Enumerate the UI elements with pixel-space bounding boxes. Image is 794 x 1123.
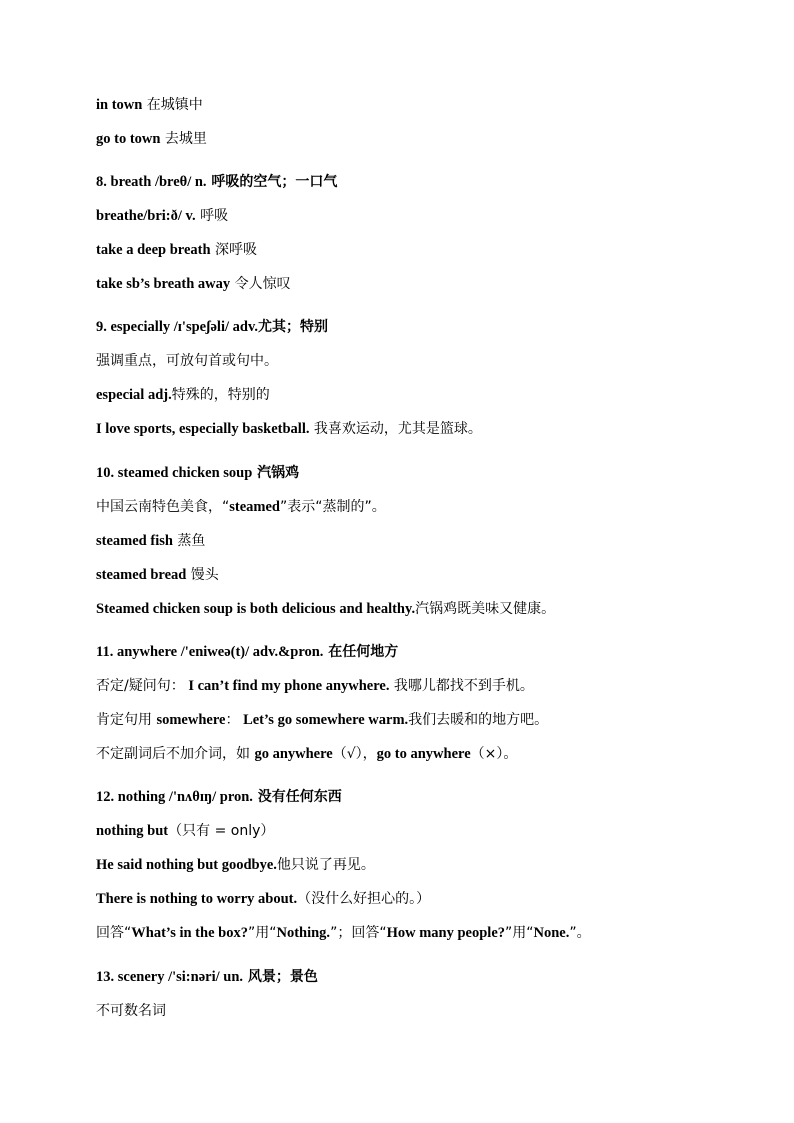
chinese-text: 在城镇中 xyxy=(142,97,203,113)
english-text: 9. especially /ɪ'speʃəli/ adv. xyxy=(96,319,259,335)
chinese-text: （没什么好担心的。） xyxy=(297,891,431,907)
text-line xyxy=(96,676,534,696)
chinese-text: 呼吸的空气；一口气 xyxy=(206,174,338,190)
entry-heading xyxy=(96,463,299,483)
english-text: How many people? xyxy=(386,925,505,941)
english-text: I can’t find my phone anywhere. xyxy=(184,678,390,694)
text-line xyxy=(96,821,274,841)
english-text: 12. nothing /'nʌθɪŋ/ pron. xyxy=(96,789,253,805)
chinese-text: （只有 = only） xyxy=(168,823,275,839)
chinese-text: （√）， xyxy=(332,746,377,762)
chinese-text: 我喜欢运动，尤其是篮球。 xyxy=(309,421,482,437)
chinese-text: 他只说了再见。 xyxy=(276,857,375,873)
english-text: go to anywhere xyxy=(376,746,471,762)
english-text: There is nothing to worry about. xyxy=(96,891,298,907)
chinese-text: 特殊的，特别的 xyxy=(171,387,270,403)
english-text: breathe/bri:ð/ v. xyxy=(96,208,196,224)
chinese-text: ”；回答“ xyxy=(330,925,387,941)
chinese-text: （×）。 xyxy=(470,746,518,762)
english-text: He said nothing but goodbye. xyxy=(96,857,277,873)
chinese-text: 去城里 xyxy=(160,131,207,147)
english-text: steamed xyxy=(229,499,281,515)
chinese-text: 馒头 xyxy=(186,567,219,583)
text-line xyxy=(96,923,591,943)
english-text: None. xyxy=(533,925,570,941)
english-text: take sb’s breath away xyxy=(96,276,231,292)
entry-heading xyxy=(96,787,342,807)
entry-heading xyxy=(96,172,337,192)
chinese-text: 汽锅鸡 xyxy=(252,465,300,481)
english-text: 10. steamed chicken soup xyxy=(96,465,253,481)
text-line xyxy=(96,710,548,730)
text-line xyxy=(96,1001,166,1021)
chinese-text: 我们去暖和的地方吧。 xyxy=(408,712,549,728)
english-text: take a deep breath xyxy=(96,242,211,258)
chinese-text: 强调重点，可放句首或句中。 xyxy=(96,353,278,369)
text-line xyxy=(96,855,375,875)
text-line xyxy=(96,565,219,585)
english-text: I love sports, especially basketball. xyxy=(96,421,310,437)
text-line xyxy=(96,385,270,405)
english-text: steamed fish xyxy=(96,533,173,549)
chinese-text: 回答“ xyxy=(96,925,132,941)
english-text: go anywhere xyxy=(254,746,333,762)
entry-heading xyxy=(96,317,328,337)
text-line xyxy=(96,497,386,517)
chinese-text: 我哪儿都找不到手机。 xyxy=(389,678,534,694)
text-line xyxy=(96,419,482,439)
text-line xyxy=(96,95,203,115)
chinese-text: 在任何地方 xyxy=(323,644,399,660)
chinese-text: 蒸鱼 xyxy=(172,533,206,549)
english-text: nothing but xyxy=(96,823,169,839)
text-line xyxy=(96,531,205,551)
chinese-text: 尤其；特别 xyxy=(258,319,329,335)
text-line xyxy=(96,351,278,371)
chinese-text: ”用“ xyxy=(247,925,277,941)
text-line xyxy=(96,889,430,909)
entry-heading xyxy=(96,967,318,987)
text-line xyxy=(96,599,555,619)
english-text: somewhere xyxy=(156,712,226,728)
chinese-text: 不定副词后不加介词，如 xyxy=(96,746,255,762)
entry-heading xyxy=(96,642,398,662)
chinese-text: ”用“ xyxy=(505,925,534,941)
english-text: 13. scenery /'si:nəri/ un. xyxy=(96,969,244,985)
chinese-text: 肯定句用 xyxy=(96,712,157,728)
text-line xyxy=(96,206,228,226)
chinese-text: ”表示“蒸制的”。 xyxy=(280,499,386,515)
chinese-text: 令人惊叹 xyxy=(230,276,291,292)
chinese-text: 深呼吸 xyxy=(210,242,257,258)
english-text: 8. breath /breθ/ n. xyxy=(96,174,207,190)
text-line xyxy=(96,744,517,764)
chinese-text: 没有任何东西 xyxy=(252,789,342,805)
english-text: steamed bread xyxy=(96,567,187,583)
english-text: in town xyxy=(96,97,143,113)
chinese-text: ”。 xyxy=(569,925,591,941)
text-line xyxy=(96,129,207,149)
english-text: especial adj. xyxy=(96,387,172,403)
english-text: Let’s go somewhere warm. xyxy=(239,712,409,728)
chinese-text: 呼吸 xyxy=(195,208,229,224)
chinese-text: 中国云南特色美食，“ xyxy=(96,499,230,515)
text-line xyxy=(96,240,257,260)
english-text: Steamed chicken soup is both delicious and healthy. xyxy=(96,601,416,617)
chinese-text: ： xyxy=(225,712,240,728)
english-text: What’s in the box? xyxy=(131,925,248,941)
english-text: Nothing. xyxy=(276,925,331,941)
chinese-text: 风景；景色 xyxy=(243,969,318,985)
english-text: 11. anywhere /'eniweə(t)/ adv.&pron. xyxy=(96,644,324,660)
text-line xyxy=(96,274,291,294)
chinese-text: 否定/疑问句： xyxy=(96,678,185,694)
english-text: go to town xyxy=(96,131,161,147)
chinese-text: 不可数名词 xyxy=(96,1003,166,1019)
chinese-text: 汽锅鸡既美味又健康。 xyxy=(415,601,556,617)
